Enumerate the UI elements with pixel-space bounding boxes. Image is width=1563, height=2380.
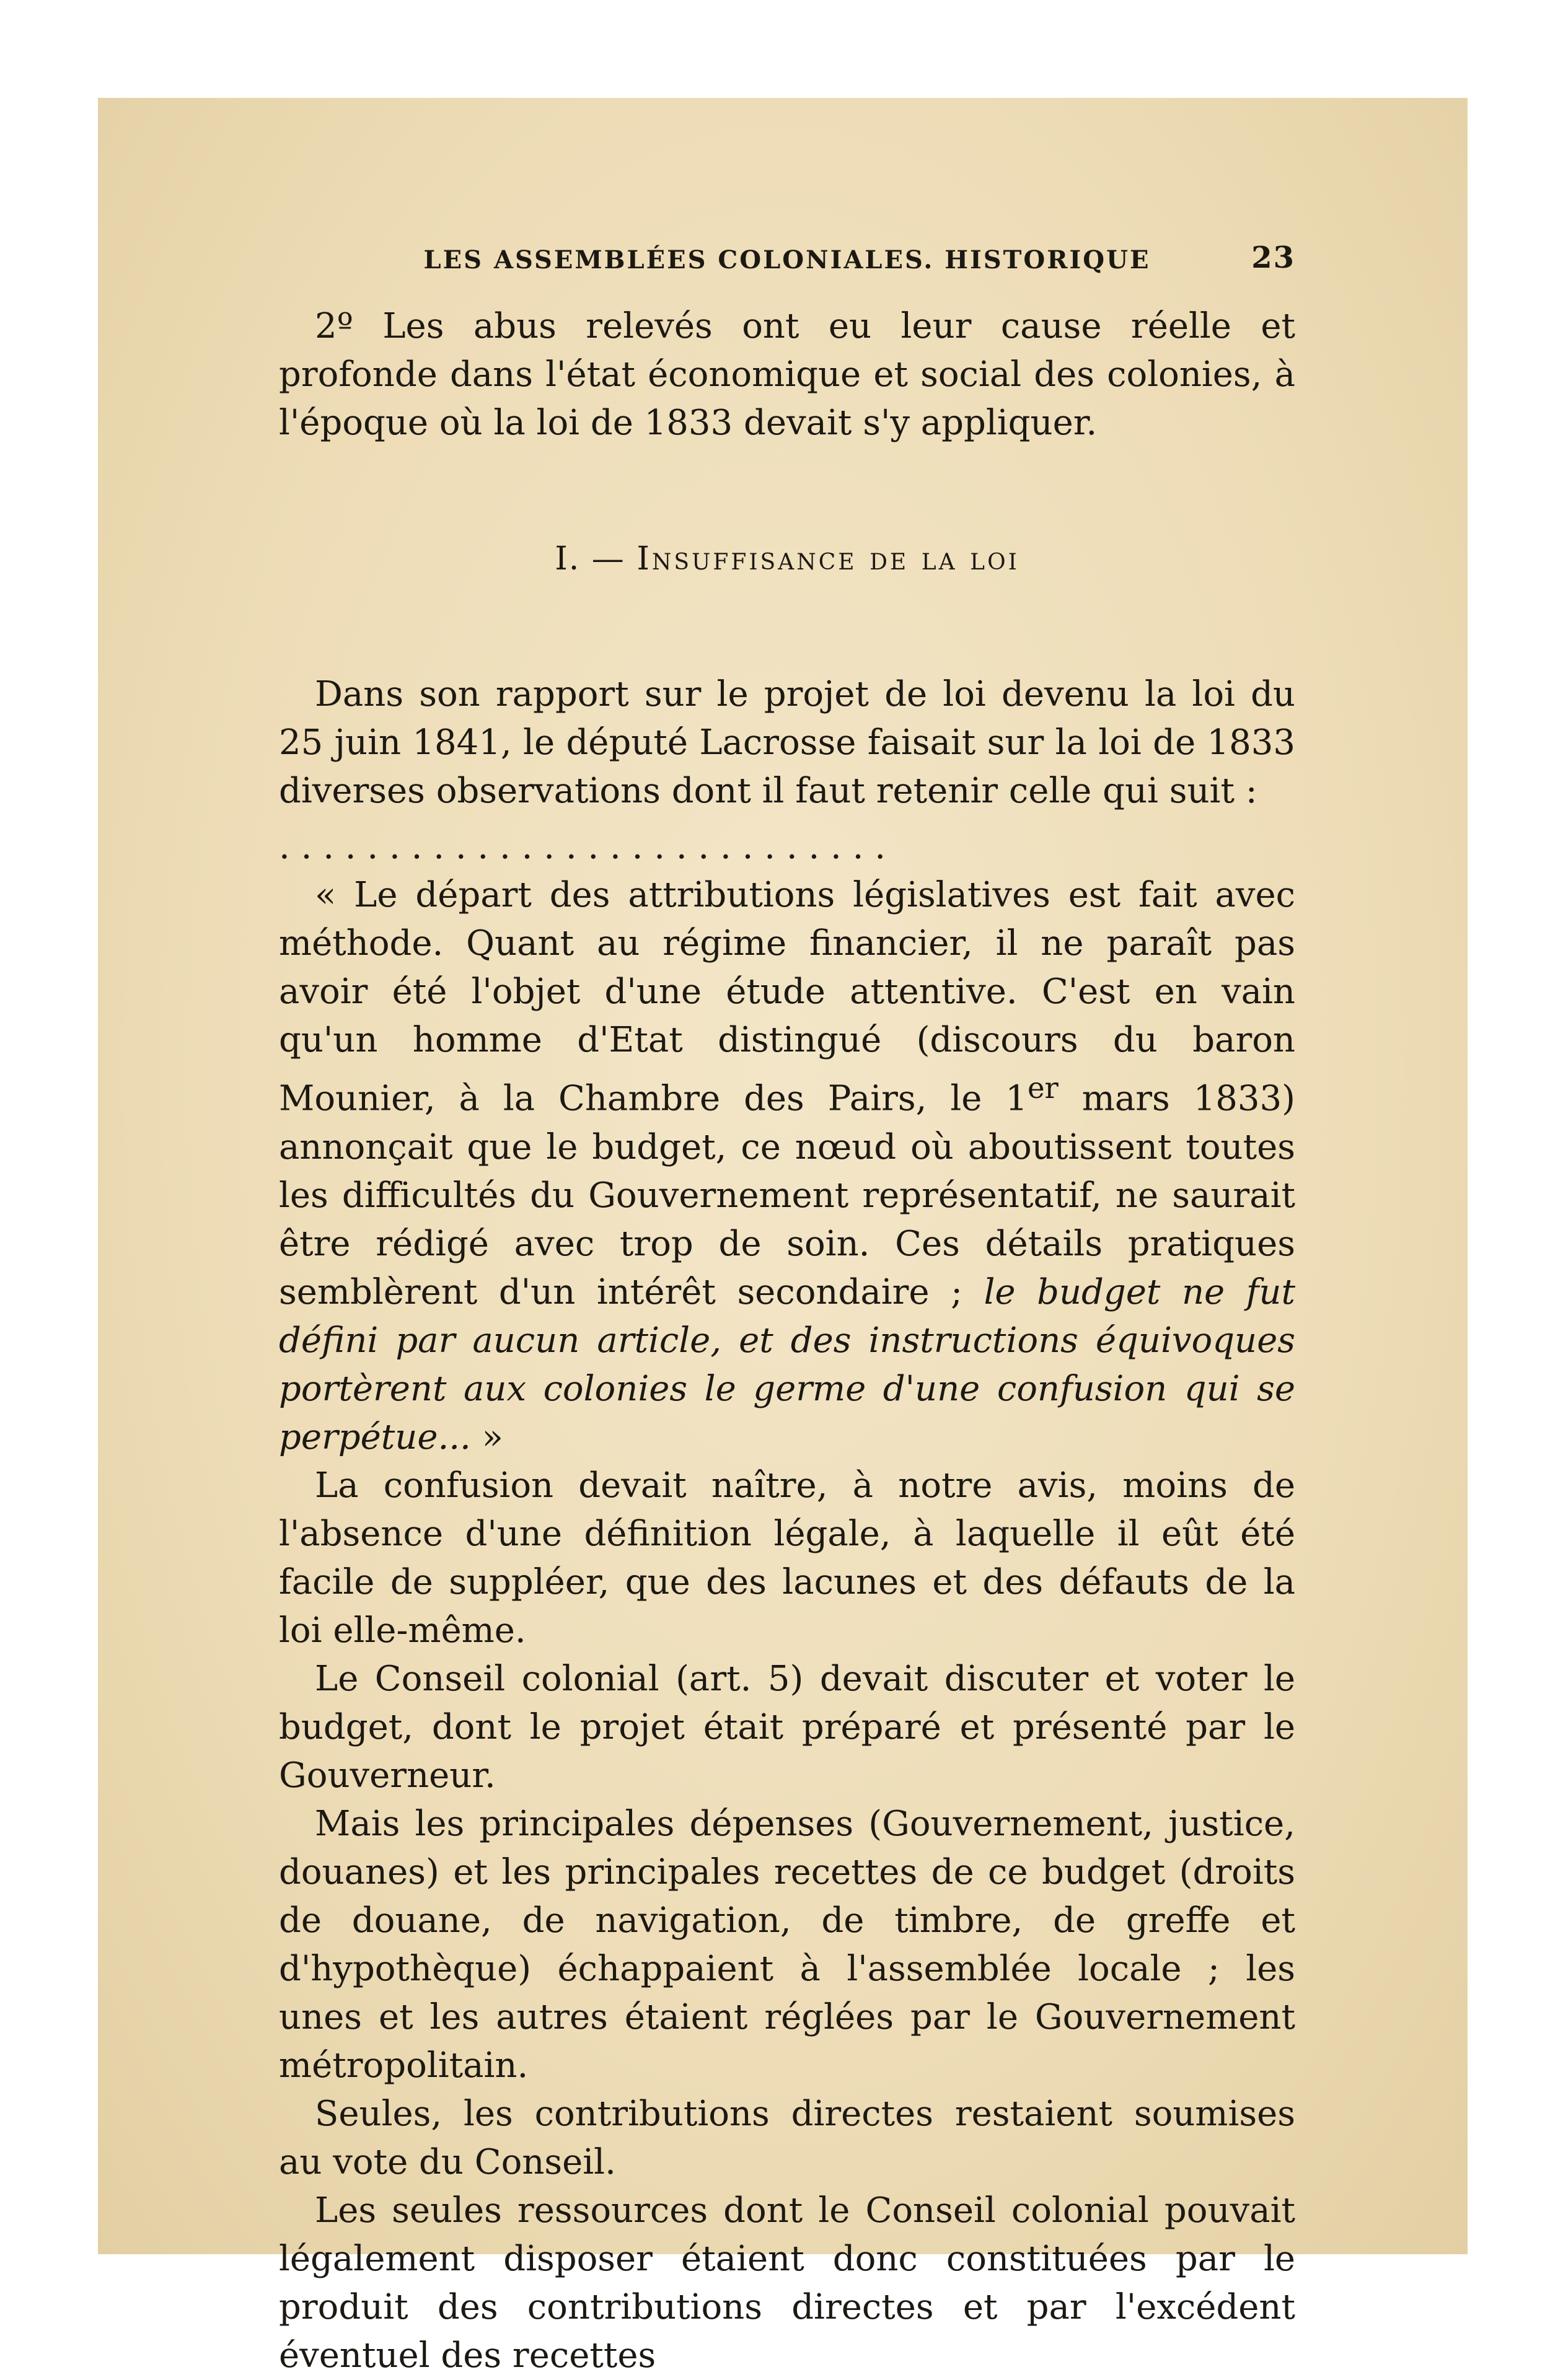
running-head (279, 240, 1295, 284)
quote-paragraph (279, 871, 1295, 1462)
ellipsis-line: . . . . . . . . . . . . . . . . . . . . . . . . . . . . (279, 827, 886, 867)
paragraph-1: 2º Les abus relevés ont eu leur cause réelle et profonde dans l'état économique et social des colonies, à l'époque où la loi de 1833 devait s'y appliquer. (279, 306, 1295, 443)
section-heading-number: I. — (555, 540, 637, 577)
page-number: 23 (1251, 240, 1295, 275)
paragraph-5: Mais les principales dépenses (Gouvernement, justice, douanes) et les principales recettes de ce budget (droits de douane, de navigation, de timbre, de greffe et d'hypothèque) échappaient à l'assemblée locale ; les unes et les autres étaient réglées par le Gouvernement métropolitain. (279, 1803, 1295, 2086)
quote-text-2: mars 1833) annonçait que le budget, ce nœud où aboutissent toutes les difficultés du Gouvernement représentatif, ne saurait être rédigé avec trop de soin. Ces détails pratiques semblèrent d'un intérêt secondaire ; (279, 1078, 1296, 1312)
paragraph-2: Dans son rapport sur le projet de loi devenu la loi du 25 juin 1841, le député Lacrosse faisait sur la loi de 1833 diverses observations dont il faut retenir celle qui suit : (279, 674, 1295, 811)
section-heading (279, 540, 1295, 577)
running-head-title: LES ASSEMBLÉES COLONIALES. HISTORIQUE (423, 245, 1151, 274)
book-page (98, 98, 1468, 2376)
section-heading-title: Insuffisance de la loi (636, 540, 1019, 577)
paragraph-6: Seules, les contributions directes restaient soumises au vote du Conseil. (279, 2093, 1295, 2182)
page-text-block (279, 240, 1295, 2380)
paragraph-4: Le Conseil colonial (art. 5) devait discuter et voter le budget, dont le projet était préparé et présenté par le Gouverneur. (279, 1658, 1295, 1796)
quote-text-1: « Le départ des attributions législatives est fait avec méthode. Quant au régime financier, il ne paraît pas avoir été l'objet d'une étude attentive. C'est en vain qu'un homme d'Etat distingué (discours du baron Mounier, à la Chambre des Pairs, le 1 (279, 875, 1295, 1119)
quote-superscript: er (1027, 1072, 1059, 1105)
paragraph-7: Les seules ressources dont le Conseil colonial pouvait légalement disposer étaient donc constituées par le produit des contributions directes et par l'excédent éventuel des recettes (279, 2190, 1295, 2376)
quote-close: » (470, 1416, 503, 1457)
paragraph-3: La confusion devait naître, à notre avis, moins de l'absence d'une définition légale, à laquelle il eût été facile de suppléer, que des lacunes et des défauts de la loi elle-même. (279, 1465, 1295, 1651)
quote-italic: le budget ne fut défini par aucun article, et des instructions équivoques portèrent aux colonies le germe d'une confusion qui se perpétue... (279, 1271, 1295, 1457)
